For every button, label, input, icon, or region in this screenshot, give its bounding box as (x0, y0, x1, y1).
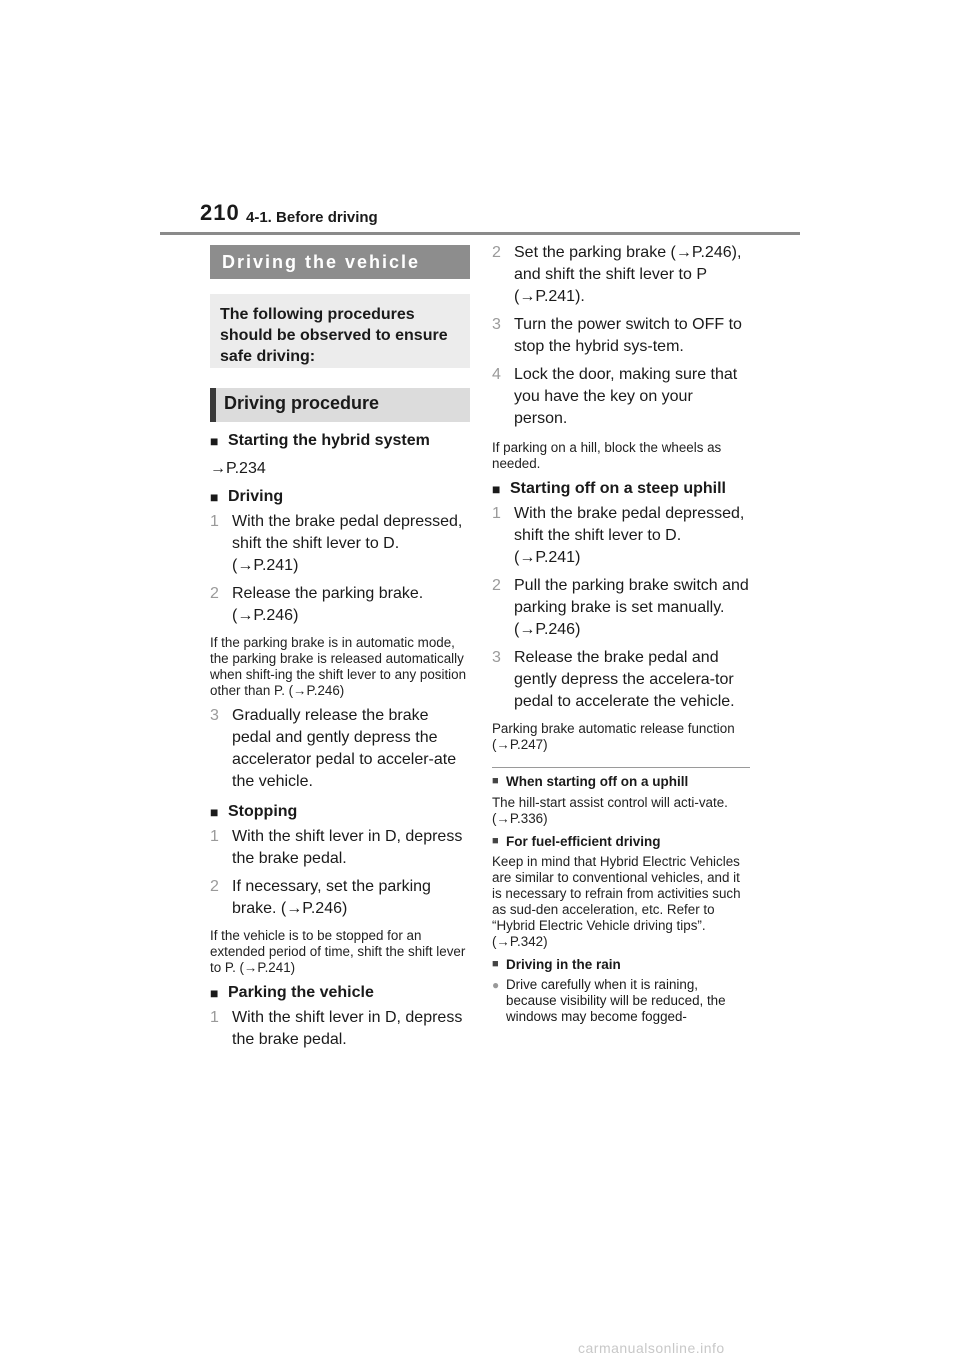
heading-stopping: ■ Stopping (210, 801, 470, 823)
step-text: With the brake pedal depressed, shift the shift lever to D. (→P.241) (514, 505, 745, 566)
step-text: With the shift lever in D, depress the brake pedal. (232, 1009, 463, 1048)
step-text: Release the brake pedal and gently depress the accelera-tor pedal to accelerate the vehicle. (514, 649, 735, 710)
uphill-note: Parking brake automatic release function (→P.247) (492, 721, 735, 752)
step-text: Lock the door, making sure that you have the key on your person. (514, 366, 738, 427)
page-title: Driving the vehicle (210, 245, 470, 279)
step-number: 2 (210, 878, 219, 895)
step-number: 1 (492, 505, 501, 522)
left-column (210, 245, 470, 1051)
step-text: Set the parking brake (→P.246), and shift the shift lever to P (→P.241). (514, 244, 742, 305)
stopping-note: If the vehicle is to be stopped for an extended period of time, shift the shift lever to P. (→P.241) (210, 928, 466, 975)
step-text: If necessary, set the parking brake. (→P.246) (232, 878, 431, 917)
driving-step-3 (210, 705, 470, 793)
right-column (492, 242, 750, 1025)
heading-starting-hybrid: ■ Starting the hybrid system (210, 430, 470, 452)
step-number: 2 (210, 585, 219, 602)
page-number: 210 (200, 200, 240, 225)
parking-step-1 (210, 1007, 470, 1051)
step-text: Pull the parking brake switch and parking brake is set manually. (→P.246) (514, 577, 749, 638)
parking-hill-note: If parking on a hill, block the wheels as needed. (492, 440, 722, 471)
tip-bullet-rain: ● Drive carefully when it is raining, because visibility will be reduced, the windows may become fogged- (492, 977, 750, 1025)
stopping-step-2 (210, 876, 470, 920)
starting-reference-link[interactable]: →P.234 (210, 460, 266, 477)
step-text: With the brake pedal depressed, shift the shift lever to D. (→P.241) (232, 513, 463, 574)
tips-divider (492, 767, 750, 768)
step-number: 4 (492, 366, 501, 383)
step-number: 2 (492, 577, 501, 594)
step-number: 3 (210, 707, 219, 724)
step-number: 1 (210, 828, 219, 845)
step-text: Gradually release the brake pedal and gently depress the accelerator pedal to acceler-ate the vehicle. (232, 707, 457, 790)
parking-step-3 (492, 314, 750, 358)
tip-text-uphill: The hill-start assist control will acti-vate. (→P.336) (492, 795, 728, 826)
tip-heading-rain: ■ Driving in the rain (492, 956, 750, 973)
uphill-step-1 (492, 503, 750, 569)
parking-step-2 (492, 242, 750, 308)
parking-step-4 (492, 364, 750, 430)
step-text: Turn the power switch to OFF to stop the hybrid sys-tem. (514, 316, 742, 355)
heading-parking: ■ Parking the vehicle (210, 982, 470, 1004)
driving-step-2 (210, 583, 470, 627)
step-number: 3 (492, 316, 501, 333)
step-text: With the shift lever in D, depress the brake pedal. (232, 828, 463, 867)
step-text: Release the parking brake. (→P.246) (232, 585, 424, 624)
uphill-step-2 (492, 575, 750, 641)
intro-box: The following procedures should be observed to ensure safe driving: (210, 294, 470, 368)
heading-steep-uphill: ■ Starting off on a steep uphill (492, 478, 750, 500)
step-number: 1 (210, 1009, 219, 1026)
tip-heading-uphill: ■ When starting off on a uphill (492, 773, 750, 790)
driving-step-1 (210, 511, 470, 577)
section-title: 4-1. Before driving (246, 209, 378, 226)
driving-note: If the parking brake is in automatic mode, the parking brake is released automatically when shift-ing the shift lever to any position other than P. (→P.246) (210, 635, 467, 698)
tip-heading-fuel: ■ For fuel-efficient driving (492, 833, 750, 850)
heading-driving: ■ Driving (210, 486, 470, 508)
uphill-step-3 (492, 647, 750, 713)
step-number: 2 (492, 244, 501, 261)
step-number: 3 (492, 649, 501, 666)
watermark: carmanualsonline.info (578, 1340, 725, 1356)
tip-text-fuel: Keep in mind that Hybrid Electric Vehicles are similar to conventional vehicles, and it is necessary to refrain from activities such as sud-den acceleration, etc. Refer to “Hybrid Electric Vehicle driving tips”. (→P.342) (492, 854, 741, 949)
step-number: 1 (210, 513, 219, 530)
header-divider (160, 232, 800, 235)
stopping-step-1 (210, 826, 470, 870)
procedure-heading: Driving procedure (210, 388, 470, 422)
